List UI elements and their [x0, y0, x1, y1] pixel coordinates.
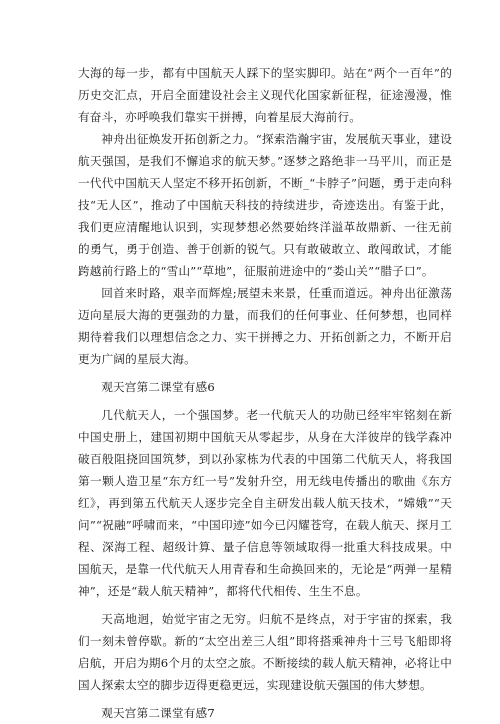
- section-heading-6: 观天宫第二课堂有感6: [101, 380, 215, 394]
- paragraph-3: 回首来时路，艰辛而辉煌;展望未来景，任重而道远。神舟出征激荡迈向星辰大海的更强劲的力量，而我们的任何事业、任何梦想，也同样期待着我们以理想信念之力、实干拼搏之力、开拓创新之力，不断开启更为广阔的星辰大海。: [78, 286, 452, 366]
- paragraph-5: 天高地迥，始觉宇宙之无穷。归航不是终点，对于宇宙的探索，我们一刻未曾停歇。新的“太空出差三人组”即将搭乘神舟十三号飞船即将启航，开启为期6个月的太空之旅。不断接续的载人航天精神，必将让中国人探索太空的脚步迈得更稳更远，实现建设航天强国的伟大梦想。: [78, 612, 452, 692]
- paragraph-4: 几代航天人，一个强国梦。老一代航天人的功勋已经牢牢铭刻在新中国史册上，建国初期中国航天从零起步，从身在大洋彼岸的钱学森冲破百般阻挠回国筑梦，到以孙家栋为代表的中国第二代航天人，将我国第一颗人造卫星“东方红一号”发射升空，用无线电传播出的歌曲《东方红》，再到第五代航天人逐步完全自主研发出载人航天技术，“嫦娥”“天问”“祝融”呼啸而来，“中国印迹”如今已闪耀苍穹，在载人航天、探月工程、深海工程、超级计算、量子信息等领域取得一批重大科技成果。中国航天，是靠一代代航天人用青春和生命换回来的，无论是“两弹一星精神”，还是“载人航天精神”，都将代代相传、生生不息。: [78, 408, 452, 598]
- paragraph-1: 大海的每一步，都有中国航天人踩下的坚实脚印。站在“两个一百年”的历史交汇点，开启全面建设社会主义现代化国家新征程，征途漫漫，惟有奋斗，亦呼唤我们靠实干拼搏，向着星辰大海前行。: [78, 66, 452, 124]
- paragraph-2: 神舟出征焕发开拓创新之力。“探索浩瀚宇宙，发展航天事业，建设航天强国，是我们不懈追求的航天梦。”逐梦之路绝非一马平川，而正是一代代中国航天人坚定不移开拓创新，不断_“卡脖子”问题，勇于走向科技“无人区”，推动了中国航天科技的持续进步，奇迹迭出。有鉴于此，我们更应清醒地认识到，实现梦想必然要始终洋溢革故鼎新、一往无前的勇气，勇于创造、善于创新的锐气。只有敢破敢立、敢闯敢试，才能跨越前行路上的“雪山”“草地”，征服前进途中的“娄山关”“腊子口”。: [78, 132, 452, 278]
- section-heading-7: 观天宫第二课堂有感7: [101, 706, 215, 720]
